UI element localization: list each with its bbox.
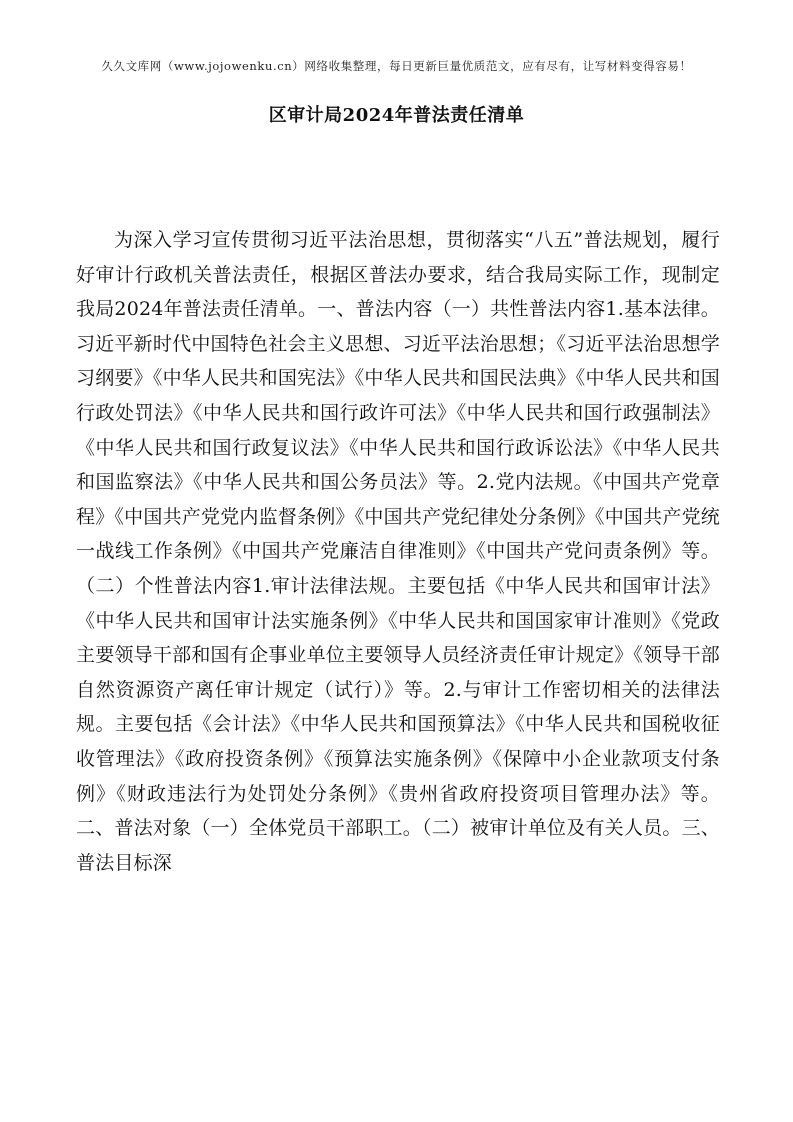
site-header-notice: 久久文库网（www.jojowenku.cn）网络收集整理，每日更新巨量优质范文，应有尽有，让写材料变得容易！ bbox=[101, 59, 692, 73]
document-title: 区审计局2024年普法责任清单 bbox=[268, 105, 525, 126]
document-body-paragraph: 为深入学习宣传贯彻习近平法治思想，贯彻落实“八五”普法规划，履行好审计行政机关普法责任，根据区普法办要求，结合我局实际工作，现制定我局2024年普法责任清单。一、普法内容（一）共性普法内容1.基本法律。习近平新时代中国特色社会主义思想、习近平法治思想；《习近平法治思想学习纲要》《中华人民共和国宪法》《中华人民共和国民法典》《中华人民共和国行政处罚法》《中华人民共和国行政许可法》《中华人民共和国行政强制法》《中华人民共和国行政复议法》《中华人民共和国行政诉讼法》《中华人民共和国监察法》《中华人民共和国公务员法》等。2.党内法规。《中国共产党章程》《中国共产党党内监督条例》《中国共产党纪律处分条例》《中国共产党统一战线工作条例》《中国共产党廉洁自律准则》《中国共产党问责条例》等。（二）个性普法内容1.审计法律法规。主要包括《中华人民共和国审计法》《中华人民共和国审计法实施条例》《中华人民共和国国家审计准则》《党政主要领导干部和国有企事业单位主要领导人员经济责任审计规定》《领导干部自然资源资产离任审计规定（试行）》等。2.与审计工作密切相关的法律法规。主要包括《会计法》《中华人民共和国预算法》《中华人民共和国税收征收管理法》《政府投资条例》《预算法实施条例》《保障中小企业款项支付条例》《财政违法行为处罚处分条例》《贵州省政府投资项目管理办法》等。二、普法对象（一）全体党员干部职工。（二）被审计单位及有关人员。三、普法目标深 bbox=[76, 229, 720, 874]
